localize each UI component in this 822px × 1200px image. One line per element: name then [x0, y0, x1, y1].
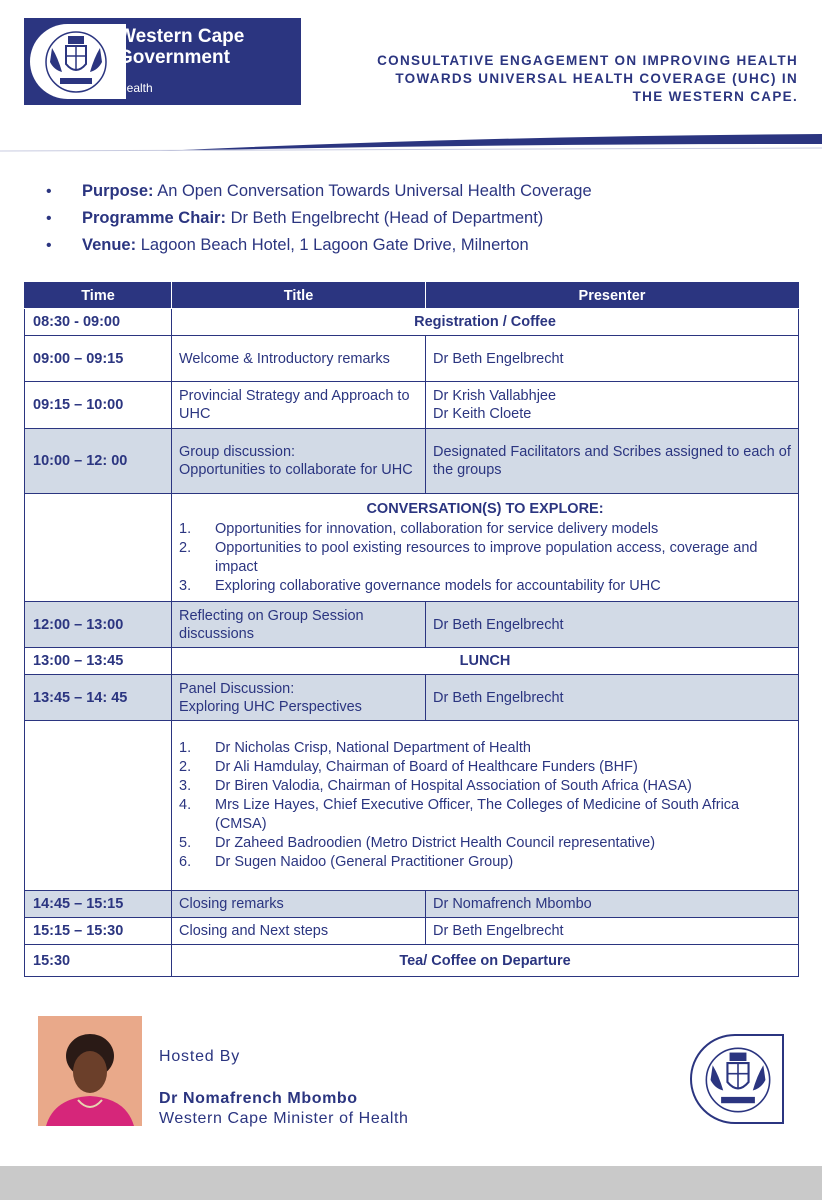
- event-title: CONSULTATIVE ENGAGEMENT ON IMPROVING HEALTH TOWARDS UNIVERSAL HEALTH COVERAGE (UHC) IN THE WESTERN CAPE.: [377, 53, 798, 104]
- venue-label: Venue:: [82, 236, 137, 254]
- row-title: Provincial Strategy and Approach to UHC: [172, 382, 426, 429]
- title-line: Group discussion:: [179, 444, 296, 460]
- row-presenter: Dr Nomafrench Mbombo: [426, 891, 799, 918]
- list-item: [179, 796, 791, 834]
- row-presenter: Dr Beth Engelbrecht: [426, 602, 799, 648]
- row-presenter: [426, 382, 799, 429]
- table-row: [25, 429, 799, 494]
- list-text: Opportunities for innovation, collaboration for service delivery models: [215, 520, 659, 537]
- header-title: Title: [172, 283, 426, 309]
- empty-cell: [25, 494, 172, 602]
- row-title: Welcome & Introductory remarks: [172, 336, 426, 382]
- table-row: [25, 891, 799, 918]
- panelists-cell: [172, 721, 799, 891]
- purpose-label: Purpose:: [82, 182, 154, 200]
- table-row: [25, 336, 799, 382]
- list-number: 1.: [179, 520, 192, 537]
- table-row: [25, 675, 799, 721]
- list-number: 2.: [179, 539, 192, 556]
- coat-of-arms-badge: [30, 24, 126, 99]
- chair-label: Programme Chair:: [82, 209, 226, 227]
- list-text: Exploring collaborative governance models for accountability for UHC: [215, 577, 661, 594]
- row-time: 15:30: [25, 945, 172, 977]
- host-photo: [38, 1016, 142, 1126]
- row-time: 10:00 – 12: 00: [25, 429, 172, 494]
- row-title: [172, 675, 426, 721]
- org-line1: Western Cape: [118, 26, 245, 47]
- host-name: Dr Nomafrench Mbombo: [159, 1090, 358, 1107]
- table-header-row: [25, 283, 799, 309]
- list-item: [179, 739, 791, 758]
- title-line: Opportunities to collaborate for UHC: [179, 462, 413, 478]
- list-item: [179, 853, 791, 872]
- row-title: Reflecting on Group Session discussions: [172, 602, 426, 648]
- panelists-list: [179, 739, 791, 872]
- row-presenter: Dr Beth Engelbrecht: [426, 918, 799, 945]
- header-time: Time: [25, 283, 172, 309]
- host-portrait-icon: [38, 1016, 142, 1126]
- row-title: [172, 429, 426, 494]
- conversations-list: [179, 520, 791, 596]
- org-line2: Government: [118, 47, 230, 68]
- list-number: 3.: [179, 577, 192, 594]
- row-title: Registration / Coffee: [172, 309, 799, 336]
- conversations-row: [25, 494, 799, 602]
- table-row: [25, 309, 799, 336]
- row-presenter: Designated Facilitators and Scribes assigned to each of the groups: [426, 429, 799, 494]
- purpose-item: [46, 178, 592, 205]
- panelists-row: [25, 721, 799, 891]
- row-presenter: Dr Beth Engelbrecht: [426, 675, 799, 721]
- header-presenter: Presenter: [426, 283, 799, 309]
- row-title: Closing and Next steps: [172, 918, 426, 945]
- row-time: 12:00 – 13:00: [25, 602, 172, 648]
- table-row: [25, 945, 799, 977]
- empty-cell: [25, 721, 172, 891]
- presenter-line: Dr Keith Cloete: [433, 406, 532, 422]
- programme-table: [24, 282, 799, 977]
- footer-coat-of-arms: [690, 1034, 784, 1124]
- list-text: Dr Biren Valodia, Chairman of Hospital Association of South Africa (HASA): [215, 778, 692, 794]
- row-time: 09:15 – 10:00: [25, 382, 172, 429]
- list-number: 1.: [179, 740, 192, 756]
- presenter-line: Dr Krish Vallabhjee: [433, 388, 557, 404]
- list-text: Dr Nicholas Crisp, National Department of Health: [215, 740, 531, 756]
- list-item: [179, 577, 791, 596]
- chair-item: [46, 205, 592, 232]
- hosted-by-label: Hosted By: [159, 1048, 241, 1065]
- government-logo: [24, 18, 301, 105]
- list-number: 4.: [179, 797, 192, 813]
- coat-of-arms-icon: [40, 28, 112, 96]
- event-info-list: [46, 178, 592, 259]
- venue-value: Lagoon Beach Hotel, 1 Lagoon Gate Drive, Milnerton: [140, 236, 529, 254]
- list-text: Dr Sugen Naidoo (General Practitioner Group): [215, 854, 514, 870]
- list-number: 3.: [179, 778, 192, 794]
- row-time: 13:00 – 13:45: [25, 648, 172, 675]
- list-number: 5.: [179, 835, 192, 851]
- coat-of-arms-icon: [700, 1040, 776, 1120]
- table-row: [25, 648, 799, 675]
- row-title: Tea/ Coffee on Departure: [172, 945, 799, 977]
- list-item: [179, 777, 791, 796]
- row-time: 13:45 – 14: 45: [25, 675, 172, 721]
- list-item: [179, 539, 791, 577]
- chair-value: Dr Beth Engelbrecht (Head of Department): [230, 209, 544, 227]
- table-row: [25, 382, 799, 429]
- title-line: Exploring UHC Perspectives: [179, 698, 362, 715]
- list-text: Mrs Lize Hayes, Chief Executive Officer, The Colleges of Medicine of South Africa (CMSA): [215, 797, 740, 832]
- row-time: 15:15 – 15:30: [25, 918, 172, 945]
- list-text: Dr Ali Hamdulay, Chairman of Board of Healthcare Funders (BHF): [215, 759, 638, 775]
- conversations-cell: [172, 494, 799, 602]
- row-title: Closing remarks: [172, 891, 426, 918]
- header-swoosh-divider: [0, 132, 822, 152]
- list-item: [179, 758, 791, 777]
- venue-item: [46, 232, 592, 259]
- list-text: Opportunities to pool existing resources to improve population access, coverage and impact: [215, 539, 758, 575]
- list-text: Dr Zaheed Badroodien (Metro District Health Council representative): [215, 835, 656, 851]
- host-role: Western Cape Minister of Health: [159, 1110, 409, 1127]
- conversations-heading: CONVERSATION(S) TO EXPLORE:: [366, 500, 604, 517]
- footer-bar: [0, 1166, 822, 1200]
- list-number: 2.: [179, 759, 192, 775]
- row-title: LUNCH: [172, 648, 799, 675]
- list-item: [179, 834, 791, 853]
- row-presenter: Dr Beth Engelbrecht: [426, 336, 799, 382]
- row-time: 08:30 - 09:00: [25, 309, 172, 336]
- org-department: Health: [118, 81, 153, 95]
- row-time: 14:45 – 15:15: [25, 891, 172, 918]
- list-item: [179, 520, 791, 539]
- title-line: Panel Discussion:: [179, 680, 295, 697]
- purpose-value: An Open Conversation Towards Universal Health Coverage: [157, 182, 592, 200]
- list-number: 6.: [179, 854, 192, 870]
- table-row: [25, 602, 799, 648]
- table-row: [25, 918, 799, 945]
- organization-name: [118, 26, 244, 95]
- row-time: 09:00 – 09:15: [25, 336, 172, 382]
